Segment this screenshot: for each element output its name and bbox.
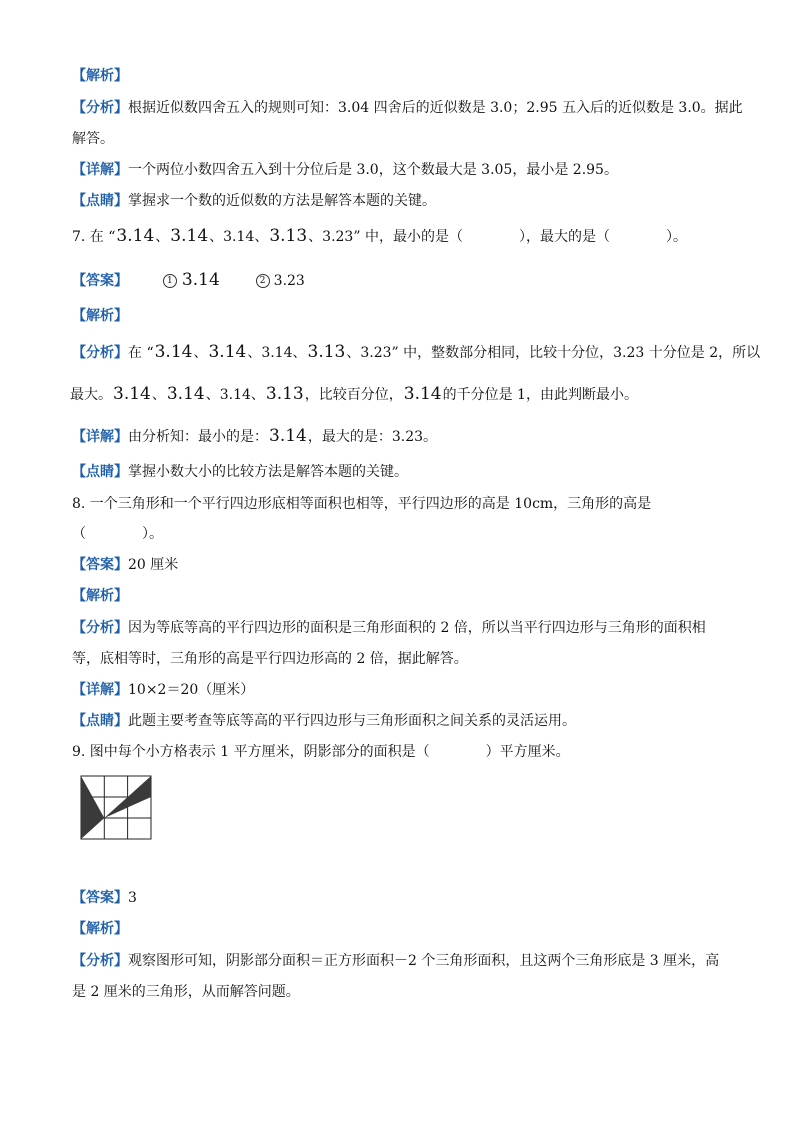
repeating-decimal: 3.14 — [181, 270, 220, 290]
repeating-decimal: 3.14 — [116, 226, 155, 246]
q8-fenxi: 【分析】因为等底等高的平行四边形的面积是三角形面积的 2 倍，所以当平行四边形与三角形的面积相 — [72, 620, 706, 636]
q7-fenxi: 【分析】在 “3.14、3.14、3.14、3.13、3.23” 中，整数部分相同，比较十分位，3.23 十分位是 2，所以 — [72, 342, 761, 362]
q8-answer: 【答案】20 厘米 — [72, 557, 179, 573]
q6-dianjing: 【点睛】掌握求一个数的近似数的方法是解答本题的关键。 — [72, 193, 436, 209]
q7-dianjing: 【点睛】掌握小数大小的比较方法是解答本题的关键。 — [72, 464, 408, 480]
q8-dianjing: 【点睛】此题主要考查等底等高的平行四边形与三角形面积之间关系的灵活运用。 — [72, 713, 576, 729]
repeating-decimal: 3.13 — [269, 226, 308, 246]
q8-xiangjie: 【详解】10×2＝20（厘米） — [72, 682, 255, 698]
q9-fenxi-cont: 是 2 厘米的三角形，从而解答问题。 — [72, 984, 300, 1000]
q8-fenxi-cont: 等，底相等时，三角形的高是平行四边形高的 2 倍，据此解答。 — [72, 651, 468, 667]
q7-stem: 7. 在 “3.14、3.14、3.14、3.13、3.23” 中，最小的是（ ），最大的是（ ）。 — [72, 226, 687, 246]
q7-fenxi-cont: 最大。3.14、3.14、3.14、3.13，比较百分位，3.14的千分位是 1，由此判断最小。 — [70, 384, 638, 404]
q7-xiangjie: 【详解】由分析知：最小的是：3.14，最大的是：3.23。 — [72, 426, 438, 446]
circled-number-2: 2 — [256, 274, 270, 288]
q6-xiangjie: 【详解】一个两位小数四舍五入到十分位后是 3.0，这个数最大是 3.05，最小是 2.95。 — [72, 162, 618, 178]
q9-stem: 9. 图中每个小方格表示 1 平方厘米，阴影部分的面积是（ ）平方厘米。 — [72, 744, 570, 760]
shaded-grid-figure — [80, 775, 154, 841]
q8-stem: 8. 一个三角形和一个平行四边形底相等面积也相等，平行四边形的高是 10cm，三角形的高是 — [72, 496, 652, 512]
q6-fenxi-cont: 解答。 — [72, 131, 114, 147]
shaded-region — [81, 776, 151, 839]
q9-answer: 【答案】3 — [72, 890, 137, 906]
q8-stem-cont: （ ）。 — [72, 526, 163, 542]
analysis-header: 【解析】 — [72, 68, 128, 84]
q7-answer: 【答案】 1 3.14 2 3.23 — [72, 270, 305, 290]
q6-fenxi: 【分析】根据近似数四舍五入的规则可知：3.04 四舍后的近似数是 3.0；2.95 五入后的近似数是 3.0。据此 — [72, 100, 743, 116]
q7-analysis-header: 【解析】 — [72, 308, 128, 324]
repeating-decimal: 3.14 — [170, 226, 209, 246]
q9-analysis-header: 【解析】 — [72, 921, 128, 937]
q8-analysis-header: 【解析】 — [72, 588, 128, 604]
circled-number-1: 1 — [163, 274, 177, 288]
q9-fenxi: 【分析】观察图形可知，阴影部分面积＝正方形面积－2 个三角形面积，且这两个三角形底是 3 厘米，高 — [72, 953, 720, 969]
